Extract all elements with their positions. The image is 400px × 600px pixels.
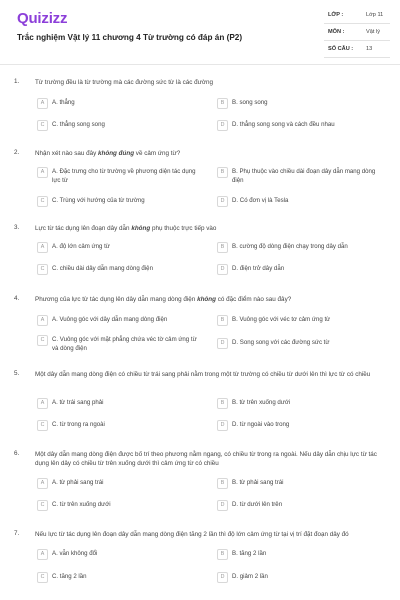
option-letter-box: D [217,338,228,349]
option-label: D. Song song với các đường sức từ [232,339,330,346]
quizizz-logo: Quizizz [17,10,68,27]
meta-value: 13 [366,46,373,52]
option-label: B. cường độ dòng điện chạy trong dây dẫn [232,243,348,250]
option-a[interactable] [37,98,205,112]
option-letter-box: A [37,242,48,253]
question-number: 4. [14,295,20,302]
option-label: B. Vuông góc với véc tơ cảm ứng từ [232,316,331,323]
option-b[interactable] [217,167,385,189]
question-number: 1. [14,78,20,85]
option-d[interactable] [217,120,385,134]
option-letter-box: A [37,478,48,489]
header-divider [0,64,400,65]
option-letter-box: D [217,264,228,275]
option-a[interactable] [37,167,205,189]
option-letter-box: A [37,398,48,409]
option-label: C. từ trong ra ngoài [52,421,105,428]
question-text: Phương của lực từ tác dụng lên dây dẫn mang dòng điện không có đặc điểm nào sau đây? [35,296,292,303]
option-c[interactable] [37,335,205,357]
option-b[interactable] [217,98,385,112]
option-letter-box: B [217,398,228,409]
emphasis-text: không đúng [98,150,135,157]
option-letter-box: A [37,549,48,560]
option-label: D. từ dưới lên trên [232,501,283,508]
option-b[interactable] [217,242,385,256]
emphasis-text: không [197,296,216,303]
question-number: 6. [14,450,20,457]
option-letter-box: B [217,549,228,560]
option-letter-box: C [37,500,48,511]
quiz-title: Trắc nghiệm Vật lý 11 chương 4 Từ trường có đáp án (P2) [17,33,243,42]
question-text: Một dây dẫn mang dòng điện có chiều từ trái sang phải nằm trong một từ trường có chiều từ dưới lên thì lực từ có chiều [35,371,371,378]
question-number: 5. [14,370,20,377]
option-label: A. Đặc trưng cho từ trường về phương diện tác dụng lực từ [52,168,196,184]
option-b[interactable] [217,398,385,412]
option-letter-box: D [217,500,228,511]
option-letter-box: D [217,120,228,131]
option-a[interactable] [37,315,205,329]
option-a[interactable] [37,549,205,563]
option-label: A. vẫn không đổi [52,550,98,557]
option-label: C. chiều dài dây dẫn mang dòng điện [52,265,153,272]
option-a[interactable] [37,242,205,256]
meta-row-question-count [324,41,390,58]
option-c[interactable] [37,196,205,210]
option-c[interactable] [37,264,205,278]
option-letter-box: A [37,315,48,326]
option-d[interactable] [217,500,385,514]
option-label: C. Trùng với hướng của từ trường [52,197,145,204]
option-label: C. từ trên xuống dưới [52,501,111,508]
option-label: B. song song [232,99,268,106]
option-letter-box: C [37,264,48,275]
question-number: 7. [14,530,20,537]
option-label: D. điện trở dây dẫn [232,265,285,272]
emphasis-text: không [131,225,151,232]
question-text: Nhận xét nào sau đây không đúng về cảm ứng từ? [35,150,181,157]
option-b[interactable] [217,478,385,492]
quiz-header [0,0,400,66]
option-d[interactable] [217,196,385,210]
option-letter-box: B [217,315,228,326]
option-letter-box: C [37,120,48,131]
question-text: Nếu lực từ tác dụng lên đoạn dây dẫn mang dòng điện tăng 2 lần thì độ lớn cảm ứng từ tại vị trí đặt đoạn dây đó [35,531,349,538]
question-text: Một dây dẫn mang dòng điện được bố trí theo phương nằm ngang, có chiều từ trong ra ngoài. Nếu dây dẫn chịu lực từ tác dụng lên dây có chiều từ trên xuống dưới thì cảm ứng từ có chiều [35,451,377,467]
option-label: B. từ trên xuống dưới [232,399,291,406]
option-letter-box: D [217,572,228,583]
option-label: A. thẳng [52,99,75,106]
option-letter-box: D [217,420,228,431]
option-label: A. Vuông góc với dây dẫn mang dòng điện [52,316,168,323]
option-d[interactable] [217,572,385,586]
option-letter-box: A [37,98,48,109]
option-letter-box: D [217,196,228,207]
meta-value: Lớp 11 [366,12,384,18]
option-label: B. Phụ thuộc vào chiều dài đoạn dây dẫn mang dòng điện [232,168,376,184]
option-label: C. thẳng song song [52,121,105,128]
option-b[interactable] [217,315,385,329]
option-label: C. tăng 2 lần [52,573,87,580]
meta-row-class [324,7,390,24]
option-label: A. độ lớn cảm ứng từ [52,243,110,250]
question-number: 3. [14,224,20,231]
option-c[interactable] [37,572,205,586]
option-d[interactable] [217,338,385,352]
option-a[interactable] [37,478,205,492]
option-label: D. thẳng song song và cách đều nhau [232,121,335,128]
option-letter-box: C [37,335,48,346]
option-label: D. Có đơn vị là Tesla [232,197,289,204]
option-letter-box: C [37,196,48,207]
option-c[interactable] [37,120,205,134]
option-letter-box: C [37,420,48,431]
option-label: D. giảm 2 lần [232,573,268,580]
meta-value: Vật lý [366,29,380,35]
option-letter-box: B [217,167,228,178]
quiz-meta-table [324,7,390,58]
option-label: A. từ phải sang trái [52,479,104,486]
option-a[interactable] [37,398,205,412]
option-label: B. từ phải sang trái [232,479,284,486]
option-letter-box: B [217,478,228,489]
option-label: A. từ trái sang phải [52,399,104,406]
option-label: C. Vuông góc với mặt phẳng chứa véc tờ cảm ứng từ và dòng điện [52,336,197,352]
meta-label: LỚP : [328,12,344,18]
option-label: B. tăng 2 lần [232,550,267,557]
question-text: Lực từ tác dụng lên đoạn dây dẫn không phụ thuộc trực tiếp vào [35,225,217,232]
option-d[interactable] [217,420,385,434]
option-c[interactable] [37,500,205,514]
option-d[interactable] [217,264,385,278]
option-letter-box: B [217,98,228,109]
question-text: Từ trường đều là từ trường mà các đường sức từ là các đường [35,79,213,86]
option-label: D. từ ngoài vào trong [232,421,290,428]
meta-label: SỐ CÂU : [328,46,354,52]
option-c[interactable] [37,420,205,434]
meta-row-subject [324,24,390,41]
option-letter-box: C [37,572,48,583]
option-b[interactable] [217,549,385,563]
option-letter-box: A [37,167,48,178]
meta-label: MÔN : [328,29,345,35]
question-number: 2. [14,149,20,156]
option-letter-box: B [217,242,228,253]
